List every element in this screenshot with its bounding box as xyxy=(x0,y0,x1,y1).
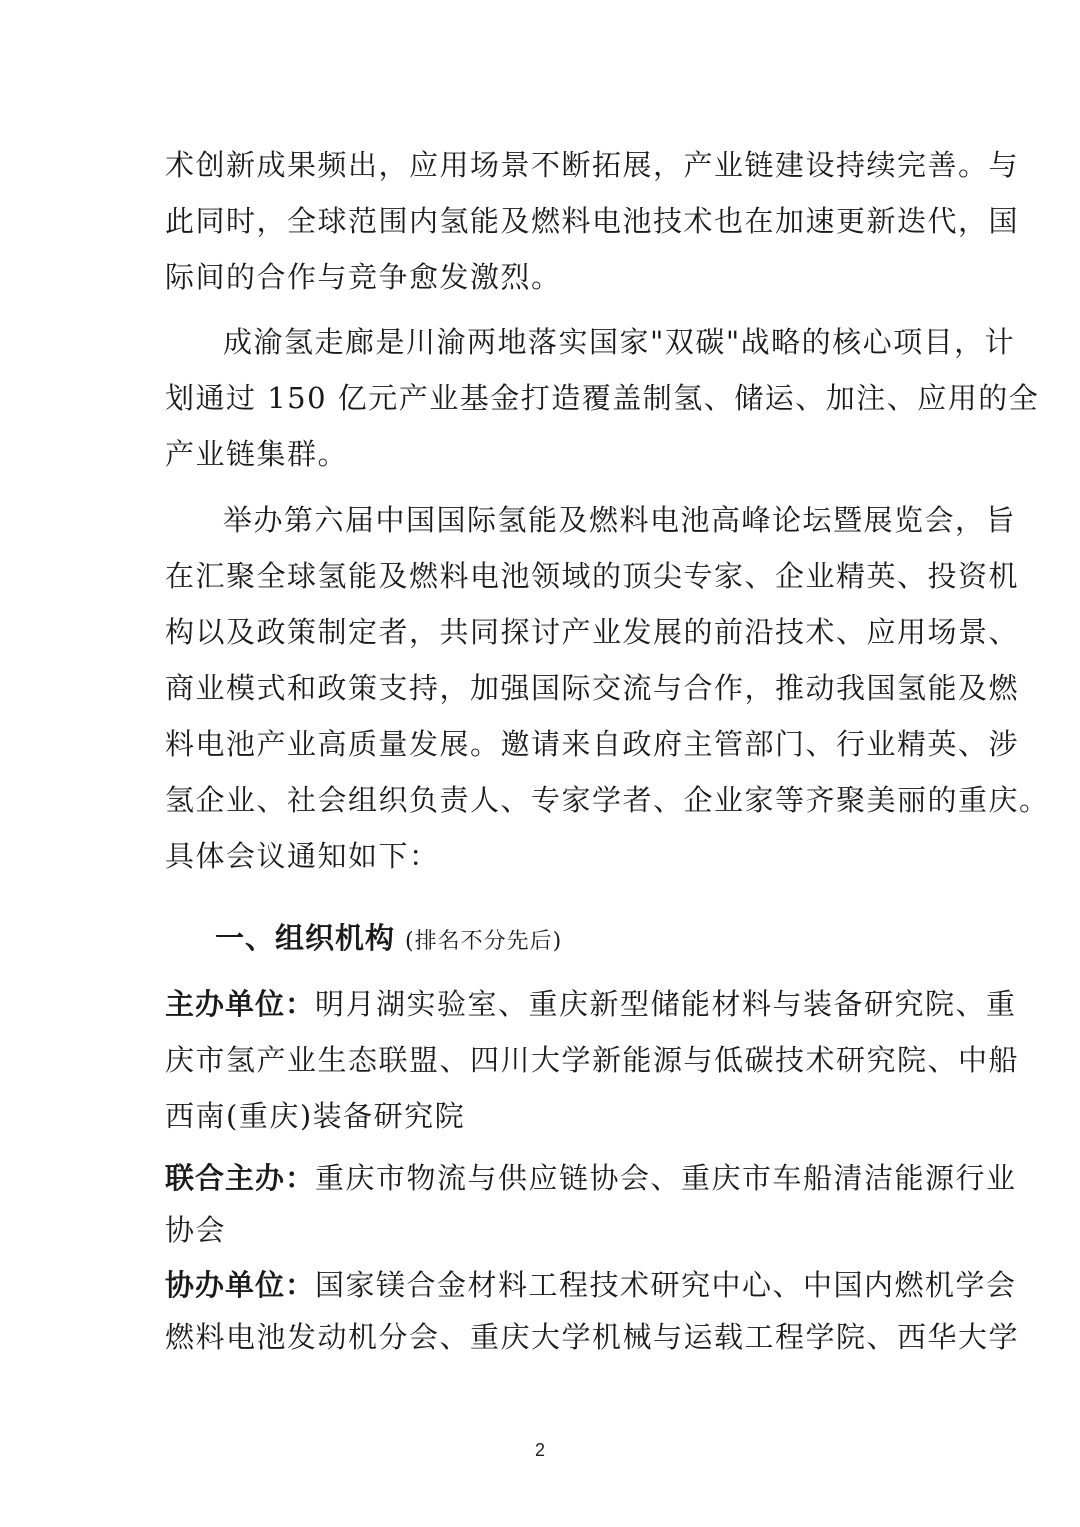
host-text-1: 明月湖实验室、重庆新型储能材料与装备研究院、重 xyxy=(315,987,1017,1021)
paragraph-1-line-3: 际间的合作与竞争愈发激烈。 xyxy=(165,260,562,294)
cohost-line-1 xyxy=(165,1158,1017,1198)
section-heading xyxy=(215,918,562,958)
section-heading-note: (排名不分先后) xyxy=(405,929,563,954)
paragraph-1-line-1: 术创新成果频出，应用场景不断拓展，产业链建设持续完善。与 xyxy=(165,148,1020,182)
assist-label: 协办单位： xyxy=(165,1268,316,1302)
assist-text-1: 国家镁合金材料工程技术研究中心、中国内燃机学会 xyxy=(315,1268,1017,1302)
paragraph-3-line-5: 料电池产业高质量发展。邀请来自政府主管部门、行业精英、涉 xyxy=(165,727,1020,761)
paragraph-2-line-3: 产业链集群。 xyxy=(165,437,349,471)
paragraph-3-line-1: 举办第六届中国国际氢能及燃料电池高峰论坛暨展览会，旨 xyxy=(223,503,1017,537)
cohost-line-2: 协会 xyxy=(165,1213,227,1247)
paragraph-3-line-2: 在汇聚全球氢能及燃料电池领域的顶尖专家、企业精英、投资机 xyxy=(165,559,1020,593)
section-heading-title: 一、组织机构 xyxy=(215,921,396,955)
page-number: 2 xyxy=(534,1440,545,1460)
host-line-1 xyxy=(165,984,1017,1024)
paragraph-2-line-1: 成渝氢走廊是川渝两地落实国家"双碳"战略的核心项目，计 xyxy=(223,325,1016,359)
assist-line-1 xyxy=(165,1265,1017,1305)
cohost-text-1: 重庆市物流与供应链协会、重庆市车船清洁能源行业 xyxy=(315,1161,1017,1195)
paragraph-3-line-7: 具体会议通知如下： xyxy=(165,839,440,873)
assist-line-2: 燃料电池发动机分会、重庆大学机械与运载工程学院、西华大学 xyxy=(165,1320,1020,1354)
host-line-3: 西南(重庆)装备研究院 xyxy=(165,1099,466,1133)
cohost-label: 联合主办： xyxy=(165,1161,316,1195)
paragraph-1-line-2: 此同时，全球范围内氢能及燃料电池技术也在加速更新迭代，国 xyxy=(165,204,1020,238)
paragraph-3-line-3: 构以及政策制定者，共同探讨产业发展的前沿技术、应用场景、 xyxy=(165,615,1020,649)
host-label: 主办单位： xyxy=(165,987,316,1021)
paragraph-3-line-4: 商业模式和政策支持，加强国际交流与合作，推动我国氢能及燃 xyxy=(165,671,1020,705)
paragraph-3-line-6: 氢企业、社会组织负责人、专家学者、企业家等齐聚美丽的重庆。 xyxy=(165,783,1050,817)
host-line-2: 庆市氢产业生态联盟、四川大学新能源与低碳技术研究院、中船 xyxy=(165,1043,1020,1077)
paragraph-2-line-2: 划通过 150 亿元产业基金打造覆盖制氢、储运、加注、应用的全 xyxy=(165,381,1040,415)
